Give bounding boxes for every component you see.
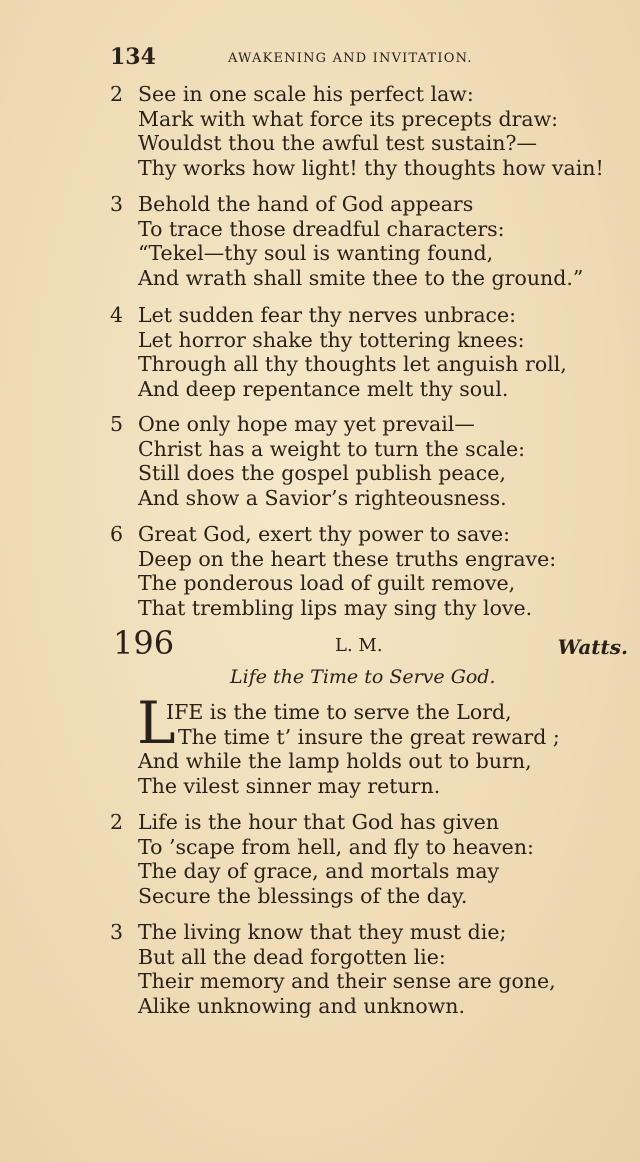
- verse-line: Thy works how light! thy thoughts how vain!: [138, 155, 604, 180]
- hymn-heading: [113, 624, 628, 668]
- stanza-4: [110, 303, 620, 401]
- verse-line: 5 One only hope may yet prevail—: [110, 412, 475, 436]
- drop-cap: L: [137, 689, 176, 757]
- verse-line: Still does the gospel publish peace,: [138, 461, 506, 486]
- verse-line: Alike unknowing and unknown.: [138, 993, 466, 1018]
- stanza-3-hymn-196: [110, 920, 620, 1018]
- stanza-1: [138, 700, 618, 798]
- stanza-2-hymn-196: [110, 810, 620, 908]
- verse-line: Let horror shake thy tottering knees:: [138, 327, 525, 352]
- verse-line: IFE is the time to serve the Lord,: [166, 700, 512, 724]
- verse-line: Secure the blessings of the day.: [138, 883, 468, 908]
- page-header: [110, 44, 530, 74]
- verse-line: 3 Behold the hand of God appears: [110, 192, 474, 216]
- verse-line: 3 The living know that they must die;: [110, 920, 507, 944]
- verse-line: Christ has a weight to turn the scale:: [138, 436, 525, 461]
- stanza-number: 3: [110, 192, 124, 216]
- verse-line: To ’scape from hell, and fly to heaven:: [138, 834, 534, 859]
- verse-line: And while the lamp holds out to burn,: [138, 749, 532, 774]
- verse-line: The ponderous load of guilt remove,: [138, 571, 516, 596]
- verse-line: 2 See in one scale his perfect law:: [110, 82, 474, 106]
- hymn-meter: L. M.: [335, 635, 383, 656]
- hymn-number: 196: [113, 624, 175, 662]
- stanza-number: 2: [110, 82, 124, 106]
- verse-line: Wouldst thou the awful test sustain?—: [138, 131, 537, 156]
- stanza-2: [110, 82, 620, 180]
- verse-line: 2 Life is the hour that God has given: [110, 810, 499, 834]
- verse-line: Through all thy thoughts let anguish roll,: [138, 352, 567, 377]
- verse-line: The day of grace, and mortals may: [138, 859, 500, 884]
- verse-line: And show a Savior’s righteousness.: [138, 485, 507, 510]
- verse-line: And deep repentance melt thy soul.: [138, 376, 509, 401]
- verse-line: Their memory and their sense are gone,: [138, 969, 556, 994]
- running-title: AWAKENING AND INVITATION.: [228, 51, 473, 66]
- stanza-number: 5: [110, 412, 124, 436]
- verse-line: 4 Let sudden fear thy nerves unbrace:: [110, 303, 517, 327]
- verse-line: Deep on the heart these truths engrave:: [138, 546, 557, 571]
- stanza-5: [110, 412, 620, 510]
- stanza-number: 2: [110, 810, 124, 834]
- verse-line: The time t’ insure the great reward ;: [178, 724, 560, 749]
- page-number: 134: [110, 44, 156, 70]
- verse-line: To trace those dreadful characters:: [138, 216, 505, 241]
- verse-line: Mark with what force its precepts draw:: [138, 106, 559, 131]
- stanza-3: [110, 192, 620, 290]
- stanza-number: 4: [110, 303, 124, 327]
- stanza-6: [110, 522, 620, 620]
- hymn-title: Life the Time to Serve God.: [230, 666, 496, 688]
- verse-line: But all the dead forgotten lie:: [138, 944, 446, 969]
- stanza-number: 3: [110, 920, 124, 944]
- stanza-number: 6: [110, 522, 124, 546]
- verse-line: And wrath shall smite thee to the ground.”: [138, 265, 584, 290]
- verse-line: 6 Great God, exert thy power to save:: [110, 522, 510, 546]
- verse-line: That trembling lips may sing thy love.: [138, 595, 533, 620]
- verse-line: “Tekel—thy soul is wanting found,: [138, 241, 494, 266]
- hymn-author: Watts.: [557, 635, 628, 659]
- verse-line: The vilest sinner may return.: [138, 773, 441, 798]
